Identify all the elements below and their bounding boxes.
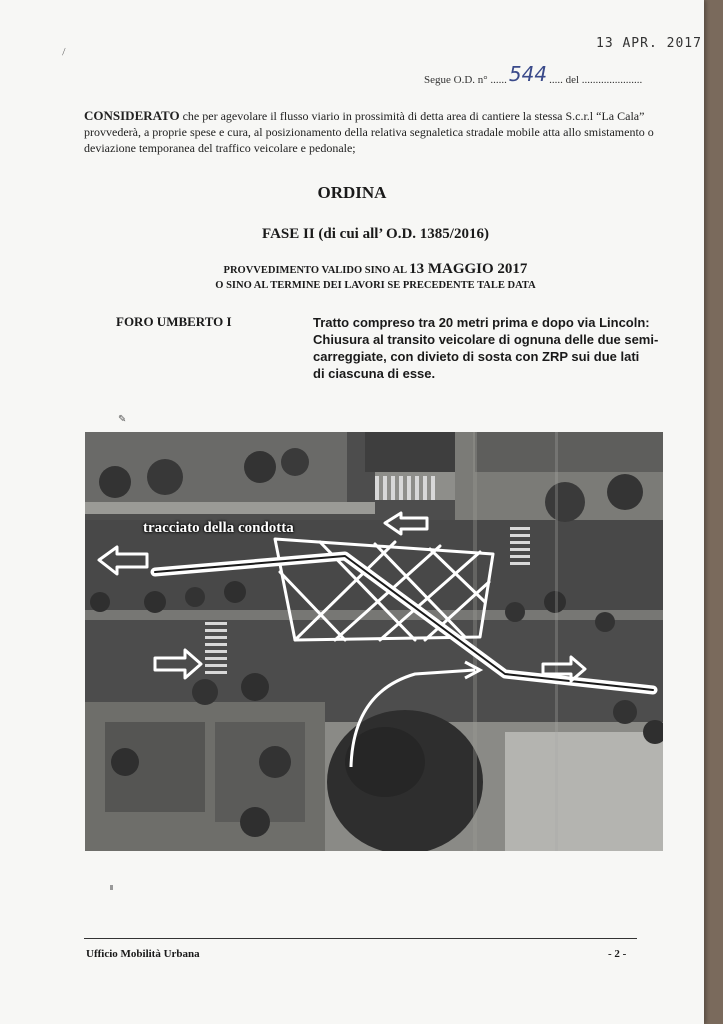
date-stamp: 13 APR. 2017 xyxy=(596,36,702,51)
footer-divider xyxy=(84,938,637,939)
fase-heading: FASE II (di cui all’ O.D. 1385/2016) xyxy=(262,226,489,242)
scan-mark: ✎ xyxy=(118,414,127,425)
provvedimento-date: 13 MAGGIO 2017 xyxy=(409,261,528,277)
tratto-line: Tratto compreso tra 20 metri prima e dopo via Lincoln: xyxy=(313,315,650,330)
tratto-line: di ciascuna di esse. xyxy=(313,366,436,381)
aerial-map-graphic xyxy=(85,432,663,851)
aerial-map xyxy=(85,432,663,851)
tratto-line: Chiusura al transito veicolare di ognuna delle due semi- xyxy=(313,332,659,347)
footer-office: Ufficio Mobilità Urbana xyxy=(86,948,200,960)
segue-number: 544 xyxy=(508,62,548,86)
considerato-text: che per agevolare il flusso viario in prossimità di detta area di cantiere la stessa S.c.r.l “La Cala” provvederà, a proprie spese e cura, al posizionamento della relativa segnaletica stradale mobile atta allo smistamento o deviazione temporanea del traffico veicolare e pedonale; xyxy=(84,109,654,155)
provvedimento-line-2: O SINO AL TERMINE DEI LAVORI SE PRECEDENTE TALE DATA xyxy=(215,280,536,291)
segue-line: Segue O.D. n° ...... 544 ..... del ...................... xyxy=(424,62,643,86)
page-number: - 2 - xyxy=(608,948,627,960)
street-name: FORO UMBERTO I xyxy=(116,314,232,329)
segue-label: Segue O.D. n° xyxy=(424,74,488,86)
del-label: del ...................... xyxy=(565,74,643,86)
tratto-description xyxy=(313,314,683,382)
ordina-heading: ORDINA xyxy=(317,183,387,202)
considerato-lead: CONSIDERATO xyxy=(84,108,180,123)
provvedimento-prefix: PROVVEDIMENTO VALIDO SINO AL xyxy=(223,265,407,276)
tratto-line: carreggiate, con divieto di sosta con ZRP sui due lati xyxy=(313,349,640,364)
provvedimento-line-1 xyxy=(0,261,723,278)
map-label: tracciato della condotta xyxy=(143,520,294,536)
scan-mark xyxy=(110,885,113,890)
considerato-paragraph xyxy=(84,108,664,156)
scan-mark: \ xyxy=(58,46,69,58)
